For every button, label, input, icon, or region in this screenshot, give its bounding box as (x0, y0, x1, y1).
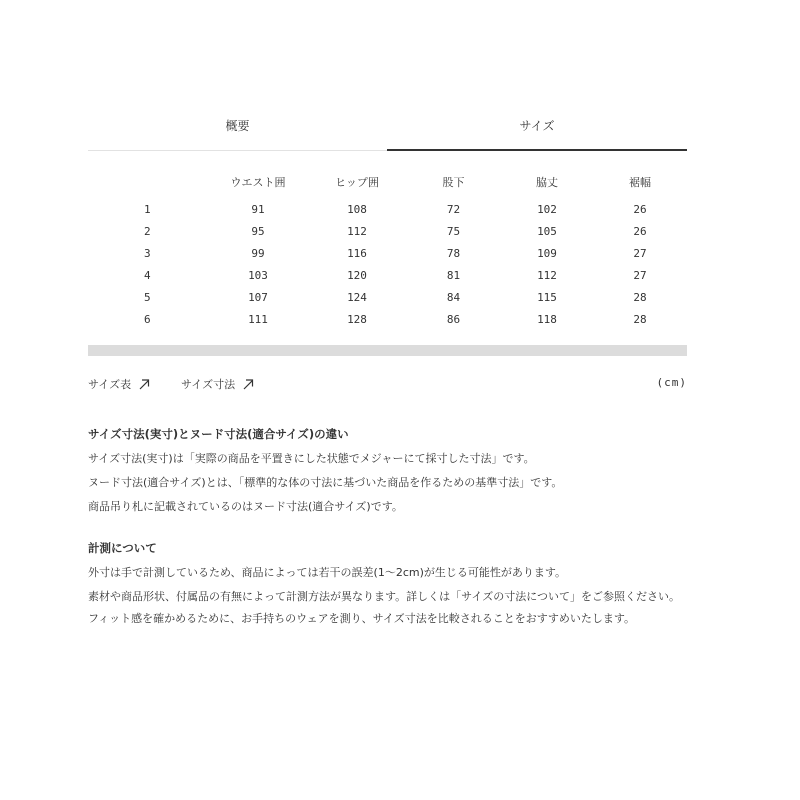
notes (88, 423, 688, 632)
table-row (88, 264, 687, 286)
arrow-up-right-icon (138, 378, 150, 390)
table-cell: 102 (537, 202, 557, 216)
table-header-inseam: 股下 (442, 176, 465, 189)
table-cell: 103 (248, 268, 268, 282)
table-cell: 84 (446, 290, 461, 304)
table-cell-size: 6 (144, 312, 151, 326)
table-cell: 75 (446, 224, 461, 238)
section-title: 計測について (88, 541, 157, 555)
table-cell: 26 (633, 224, 647, 238)
table-header-hem-width: 裾幅 (629, 176, 651, 189)
table-cell: 28 (633, 312, 647, 326)
size-chart-link-label: サイズ表 (88, 378, 132, 391)
table-cell: 72 (446, 202, 461, 216)
table-cell: 26 (633, 202, 647, 216)
size-table (88, 166, 687, 330)
table-cell: 109 (537, 246, 557, 260)
table-cell: 105 (537, 224, 557, 238)
table-cell: 112 (537, 268, 557, 282)
table-row (88, 286, 687, 308)
table-cell: 91 (251, 202, 265, 216)
size-chart-link[interactable] (88, 376, 150, 392)
horizontal-scrollbar[interactable] (88, 345, 687, 356)
table-cell-size: 3 (144, 246, 151, 260)
table-cell: 118 (537, 312, 557, 326)
measurement-section (88, 537, 688, 628)
table-header-hip: ヒップ囲 (335, 176, 379, 189)
size-dimensions-link-label: サイズ寸法 (181, 378, 236, 391)
table-cell-size: 5 (144, 290, 151, 304)
note-line: 商品吊り札に記載されているのはヌード寸法(適合サイズ)です。 (88, 500, 403, 513)
table-cell: 86 (446, 312, 461, 326)
table-cell: 78 (446, 246, 461, 260)
nude-size-section (88, 423, 688, 519)
table-row (88, 220, 687, 242)
size-dimensions-link[interactable] (181, 376, 254, 392)
note-line: ヌード寸法(適合サイズ)とは、「標準的な体の寸法に基づいた商品を作るための基準寸法」です。 (88, 476, 563, 489)
section-title: サイズ寸法(実寸)とヌード寸法(適合サイズ)の違い (88, 427, 349, 441)
table-header-outseam: 脇丈 (536, 176, 558, 189)
note-line: 外寸は手で計測しているため、商品によっては若干の誤差(1〜2cm)が生じる可能性があります。 (88, 566, 567, 579)
unit-label: (cm) (656, 376, 687, 389)
table-cell: 108 (347, 202, 367, 216)
table-cell: 95 (251, 224, 265, 238)
table-cell-size: 1 (144, 202, 151, 216)
table-header-waist: ウエスト囲 (230, 176, 286, 189)
table-cell-size: 2 (144, 224, 151, 238)
size-links (88, 376, 687, 392)
table-cell: 116 (347, 246, 367, 260)
table-cell: 107 (248, 290, 268, 304)
arrow-up-right-icon (242, 378, 254, 390)
table-cell: 124 (347, 290, 367, 304)
table-cell: 28 (633, 290, 647, 304)
note-line: サイズ寸法(実寸)は「実際の商品を平置きにした状態でメジャーにて採寸した寸法」です。 (88, 452, 535, 465)
table-row (88, 198, 687, 220)
table-cell: 27 (633, 246, 647, 260)
table-cell: 120 (347, 268, 367, 282)
tab-bar (88, 108, 687, 151)
tab-size[interactable]: サイズ (387, 108, 687, 151)
note-line: 素材や商品形状、付属品の有無によって計測方法が異なります。詳しくは「サイズの寸法について」をご参照ください。 (88, 590, 681, 603)
table-cell: 112 (347, 224, 367, 238)
table-header-size (88, 166, 208, 198)
table-row (88, 308, 687, 330)
note-line: フィット感を確かめるために、お手持ちのウェアを測り、サイズ寸法を比較されることをおすすめいたします。 (88, 612, 636, 625)
table-cell-size: 4 (144, 268, 151, 282)
table-cell: 111 (248, 312, 268, 326)
table-header-row (88, 166, 687, 198)
table-cell: 81 (446, 268, 461, 282)
table-row (88, 242, 687, 264)
table-cell: 99 (251, 246, 265, 260)
tab-overview[interactable]: 概要 (88, 108, 387, 151)
table-cell: 115 (537, 290, 557, 304)
table-cell: 128 (347, 312, 367, 326)
table-cell: 27 (633, 268, 647, 282)
